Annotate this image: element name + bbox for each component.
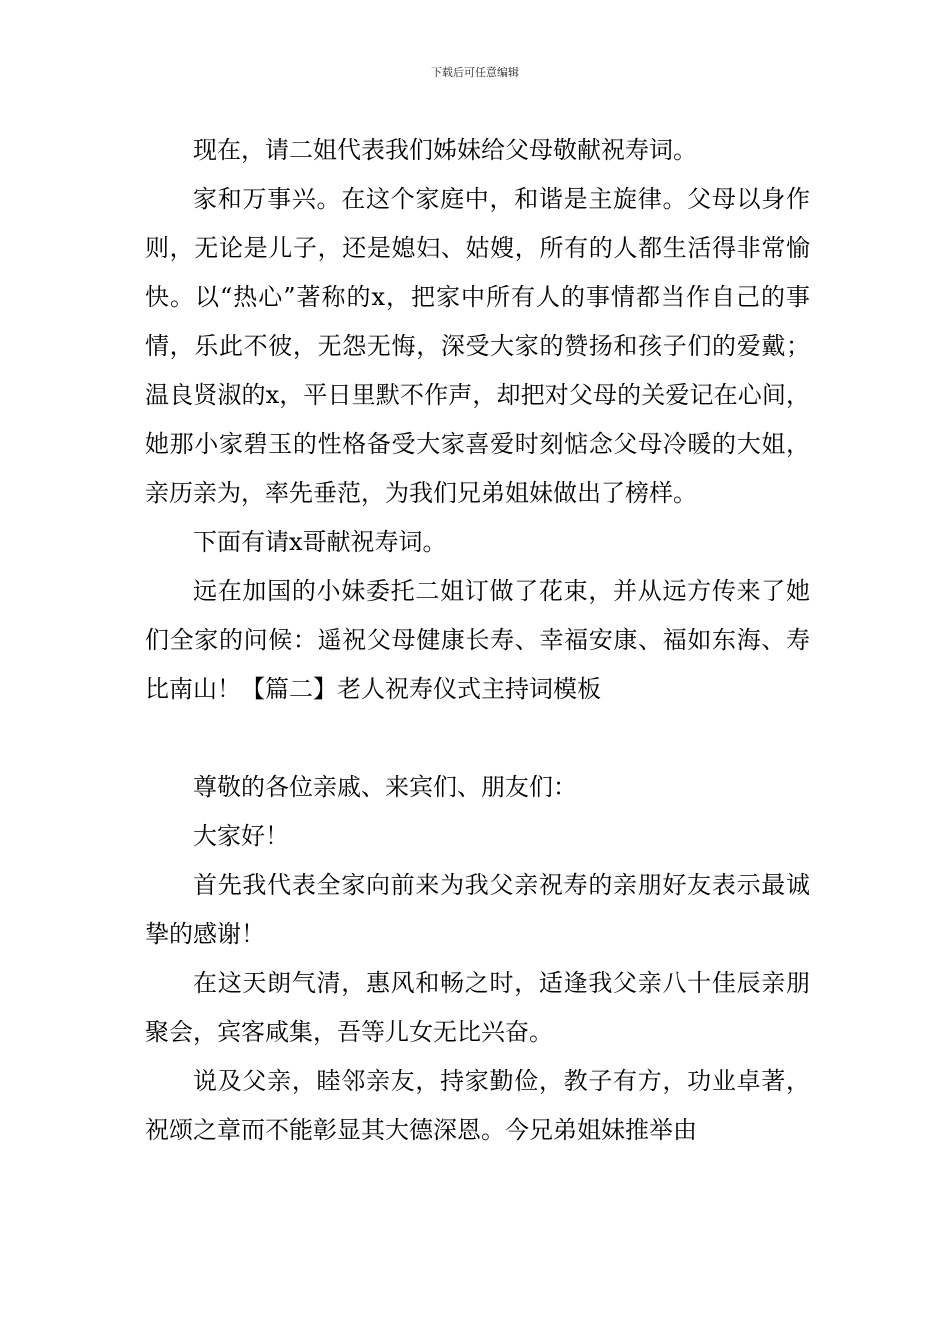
- paragraph-invite-brother: 下面有请x哥献祝寿词。: [193, 528, 447, 556]
- paragraph-invite-second-sister: 现在，请二姐代表我们姊妹给父母敬献祝寿词。: [193, 136, 697, 164]
- paragraph-family-harmony: 家和万事兴。在这个家庭中，和谐是主旋律。父母以身作则，无论是儿子，还是媳妇、姑嫂，所有的人都生活得非常愉快。以“热心”著称的x，把家中所有人的事情都当作自己的事情，乐此不彼，无怨无悔，深受大家的赞扬和孩子们的爱戴；温良贤淑的x，平日里默不作声，却把对父母的关爱记在心间，她那小家碧玉的性格备受大家喜爱时刻惦念父母冷暖的大姐，亲历亲为，率先垂范，为我们兄弟姐妹做出了榜样。: [145, 185, 810, 507]
- document-body: [145, 126, 810, 1155]
- paragraph-thanks: 首先我代表全家向前来为我父亲祝寿的亲朋好友表示最诚挚的感谢！: [145, 871, 810, 948]
- paragraph-occasion: 在这天朗气清，惠风和畅之时，适逢我父亲八十佳辰亲朋聚会，宾客咸集，吾等儿女无比兴奋。: [145, 969, 810, 1046]
- page-header-note: 下载后可任意编辑: [431, 66, 519, 79]
- paragraph-about-father: 说及父亲，睦邻亲友，持家勤俭，教子有方，功业卓著，祝颂之章而不能彰显其大德深恩。今兄弟姐妹推举由: [145, 1067, 810, 1144]
- paragraph-younger-sister-greetings: 远在加国的小妹委托二姐订做了花束，并从远方传来了她们全家的问候：遥祝父母健康长寿、幸福安康、福如东海、寿比南山！【篇二】老人祝寿仪式主持词模板: [145, 577, 810, 703]
- paragraph-greeting: 大家好！: [193, 822, 289, 850]
- paragraph-salutation: 尊敬的各位亲戚、来宾们、朋友们：: [193, 773, 577, 801]
